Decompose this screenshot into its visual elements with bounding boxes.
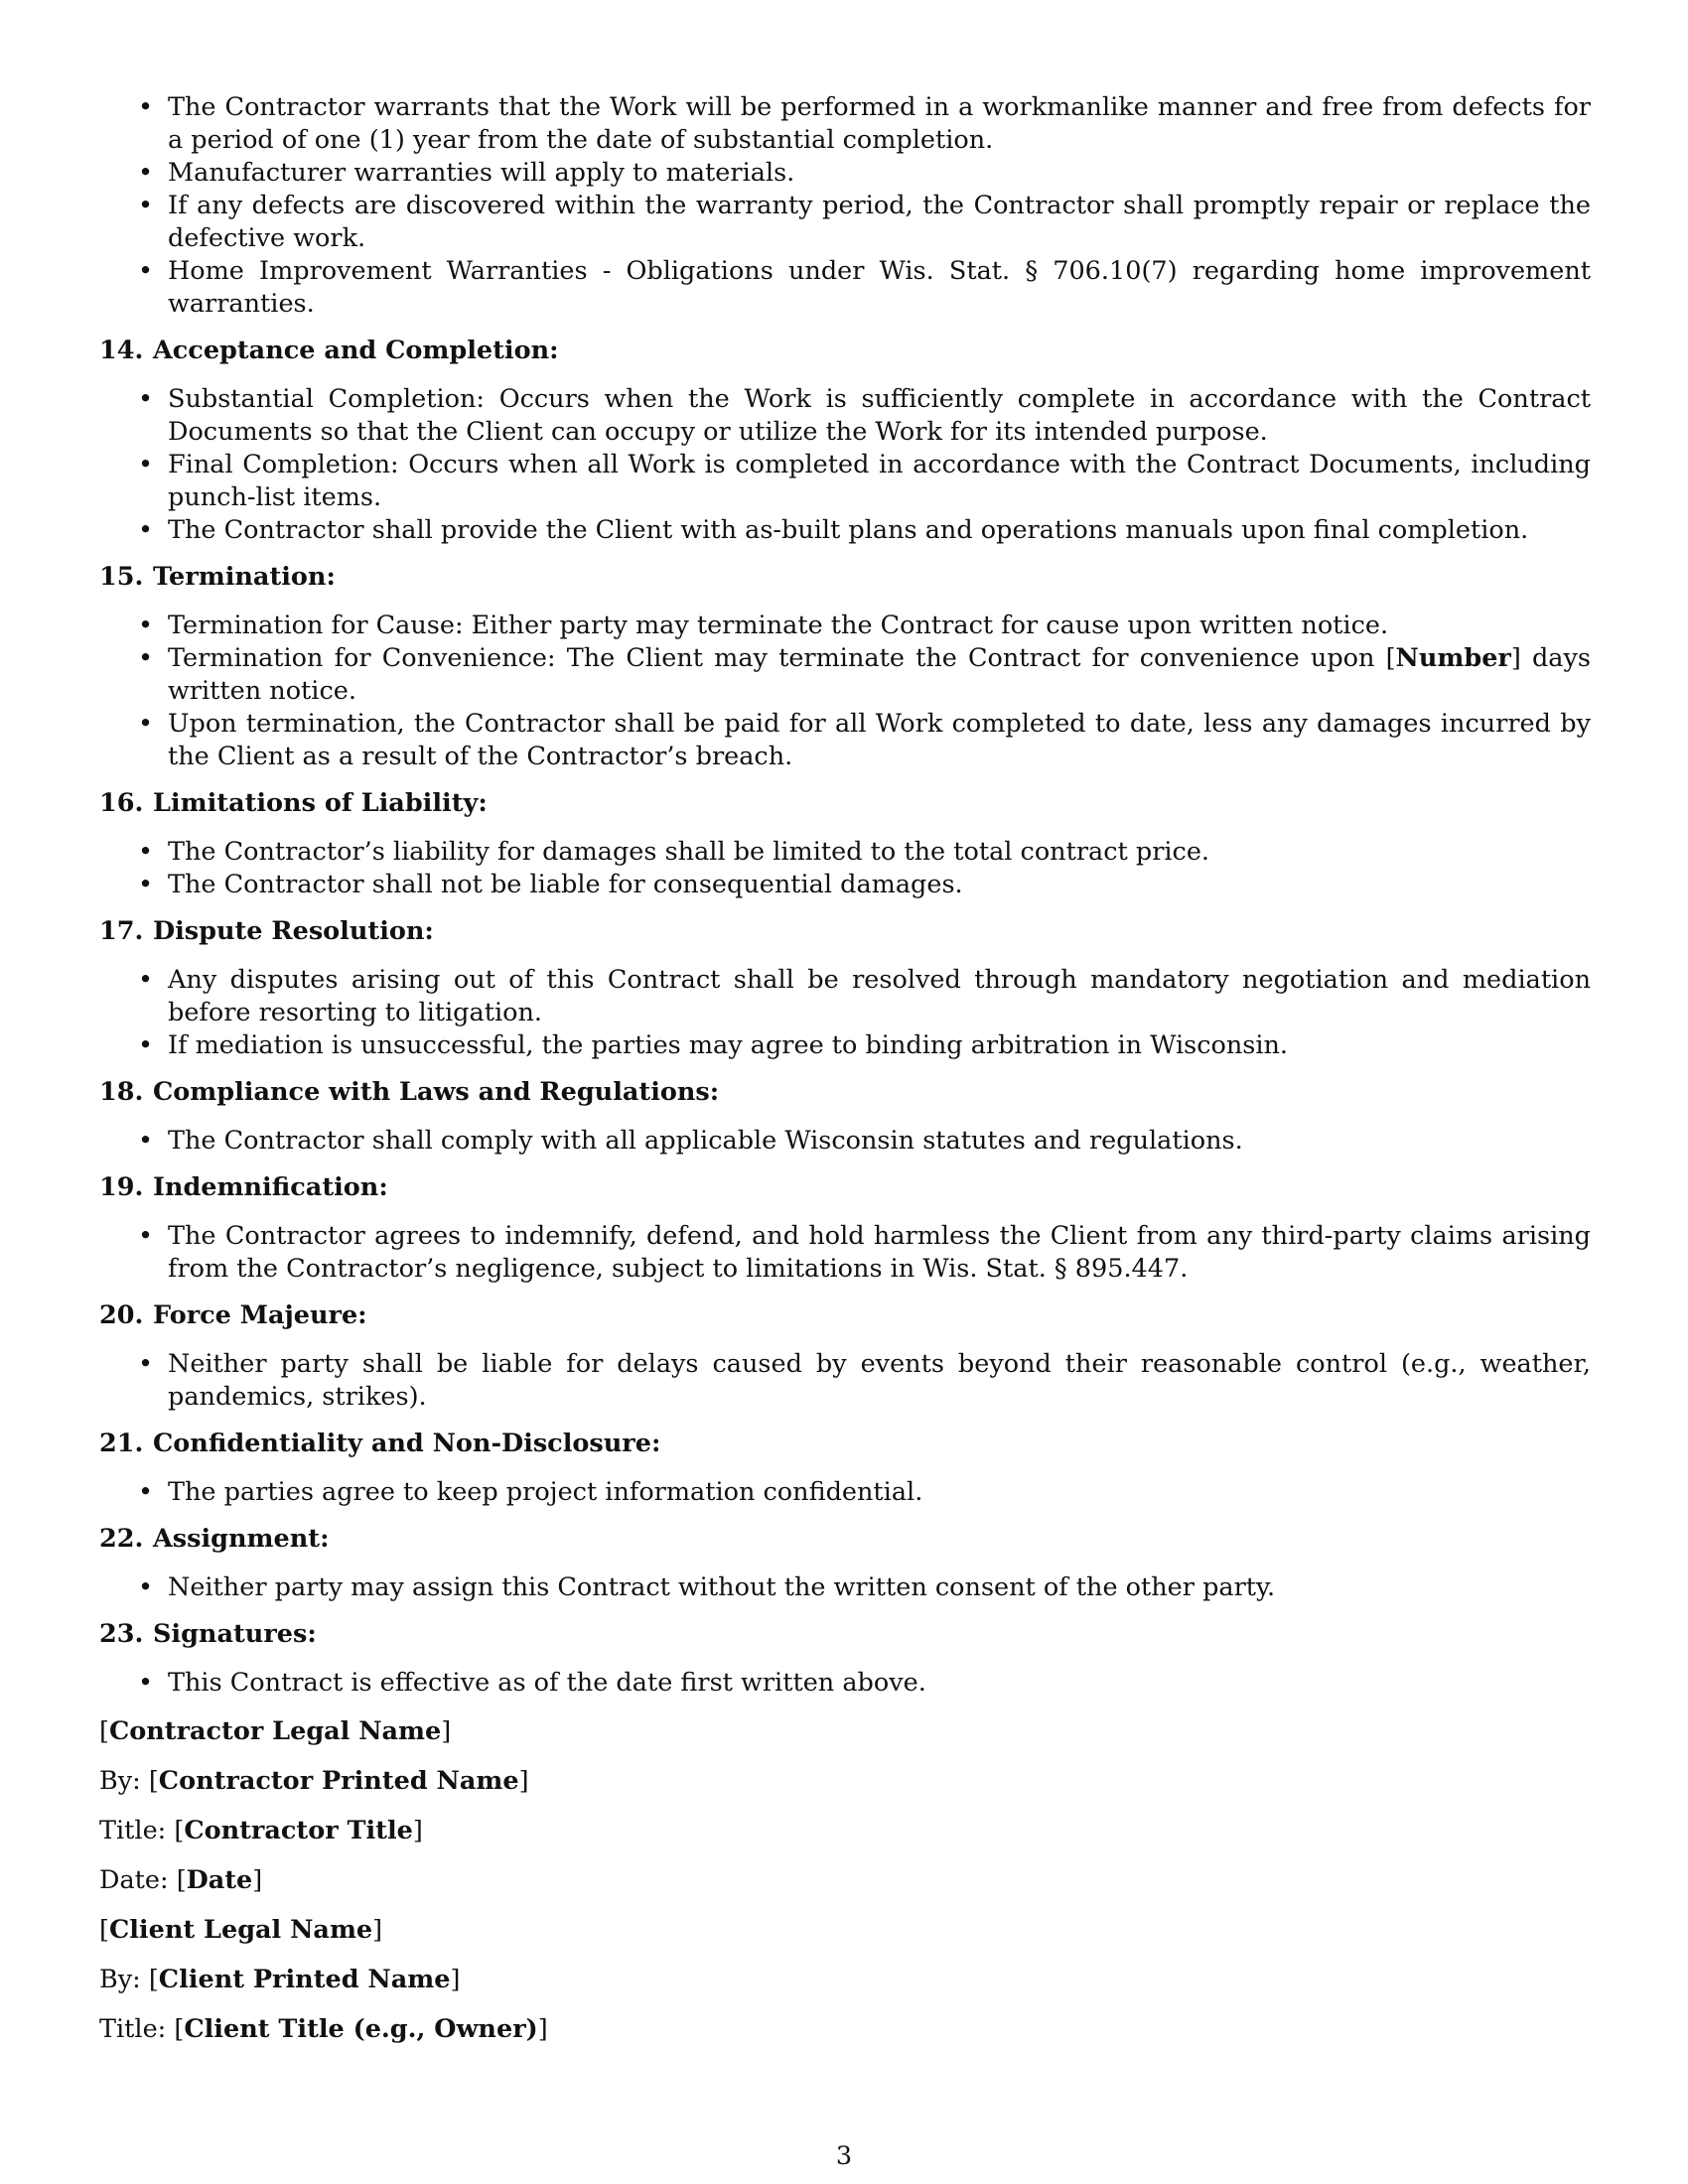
list-item: • The parties agree to keep project information confidential.	[99, 1476, 1591, 1509]
client-printed-name: Client Printed Name	[158, 1965, 451, 1994]
list-item: • This Contract is effective as of the date first written above.	[99, 1667, 1591, 1700]
section-title: Indemnification:	[153, 1172, 388, 1202]
signature-date: Date	[186, 1865, 253, 1895]
section-title: Force Majeure:	[153, 1300, 367, 1330]
section-limitations-liability	[99, 787, 1591, 901]
section-acceptance-completion	[99, 335, 1591, 547]
section-bullets	[99, 964, 1591, 1062]
section-bullets	[99, 1571, 1591, 1604]
client-printed-name-line: By: [Client Printed Name]	[99, 1965, 461, 1994]
section-number: 14.	[99, 336, 144, 365]
section-bullets	[99, 1476, 1591, 1509]
list-item: • The Contractor agrees to indemnify, defend, and hold harmless the Client from any third-party claims arising from the Contractor’s negligence, subject to limitations in Wis. Stat. § 895.447.	[99, 1220, 1591, 1286]
section-force-majeure	[99, 1299, 1591, 1414]
section-bullets	[99, 383, 1591, 547]
section-number: 15.	[99, 562, 144, 592]
list-item-text: ] days written notice.	[168, 643, 1591, 706]
section-termination	[99, 561, 1591, 773]
section-heading	[99, 1076, 1591, 1109]
signature-label: Title:	[99, 1816, 175, 1845]
section-number: 16.	[99, 788, 144, 818]
section-number: 17.	[99, 916, 144, 946]
list-item: • Manufacturer warranties will apply to materials.	[99, 157, 1591, 190]
list-item: • If any defects are discovered within the warranty period, the Contractor shall promptly repair or replace the defective work.	[99, 190, 1591, 255]
section-indemnification	[99, 1171, 1591, 1286]
section-bullets	[99, 836, 1591, 901]
section-heading	[99, 915, 1591, 948]
section-heading	[99, 1428, 1591, 1460]
section-heading	[99, 787, 1591, 820]
list-item: • The Contractor shall not be liable for consequential damages.	[99, 869, 1591, 901]
warranty-bullets	[99, 91, 1591, 321]
section-number: 22.	[99, 1524, 144, 1554]
contractor-printed-name: Contractor Printed Name	[158, 1766, 519, 1796]
section-title: Assignment:	[153, 1524, 330, 1554]
signature-label: By:	[99, 1965, 149, 1994]
list-item: • The Contractor’s liability for damages shall be limited to the total contract price.	[99, 836, 1591, 869]
section-title: Termination:	[153, 562, 336, 592]
contractor-title-line: Title: [Contractor Title]	[99, 1816, 423, 1845]
section-signatures	[99, 1618, 1591, 1700]
section-compliance	[99, 1076, 1591, 1158]
section-bullets	[99, 1220, 1591, 1286]
list-item: • The Contractor shall provide the Client with as-built plans and operations manuals upon final completion.	[99, 514, 1591, 547]
list-item: • Upon termination, the Contractor shall be paid for all Work completed to date, less any damages incurred by the Client as a result of the Contractor’s breach.	[99, 708, 1591, 773]
section-heading	[99, 561, 1591, 594]
section-number: 18.	[99, 1077, 144, 1107]
list-item: • Neither party may assign this Contract without the written consent of the other party.	[99, 1571, 1591, 1604]
section-confidentiality	[99, 1428, 1591, 1509]
section-number: 21.	[99, 1429, 144, 1458]
contractor-printed-name-line: By: [Contractor Printed Name]	[99, 1766, 529, 1796]
section-heading	[99, 1523, 1591, 1556]
signature-block	[99, 1715, 1591, 2046]
list-item: • Substantial Completion: Occurs when the Work is sufficiently complete in accordance with the Contract Documents so that the Client can occupy or utilize the Work for its intended purpose.	[99, 383, 1591, 449]
placeholder-number: Number	[1395, 643, 1511, 673]
section-number: 23.	[99, 1619, 144, 1649]
section-title: Confidentiality and Non-Disclosure:	[153, 1429, 661, 1458]
section-title: Limitations of Liability:	[153, 788, 488, 818]
section-bullets	[99, 1667, 1591, 1700]
section-bullets	[99, 1125, 1591, 1158]
list-item	[99, 642, 1591, 708]
section-heading	[99, 1618, 1591, 1651]
client-title: Client Title (e.g., Owner)	[184, 2014, 538, 2044]
list-item: • Termination for Cause: Either party may terminate the Contract for cause upon written notice.	[99, 610, 1591, 642]
contractor-legal-name-line: [Contractor Legal Name]	[99, 1716, 452, 1746]
section-title: Acceptance and Completion:	[153, 336, 559, 365]
section-title: Dispute Resolution:	[153, 916, 434, 946]
list-item: • Any disputes arising out of this Contract shall be resolved through mandatory negotiation and mediation before resorting to litigation.	[99, 964, 1591, 1029]
list-item: • The Contractor warrants that the Work will be performed in a workmanlike manner and free from defects for a period of one (1) year from the date of substantial completion.	[99, 91, 1591, 157]
contractor-title: Contractor Title	[184, 1816, 413, 1845]
section-heading	[99, 1299, 1591, 1332]
list-item: • If mediation is unsuccessful, the parties may agree to binding arbitration in Wisconsin.	[99, 1029, 1591, 1062]
section-dispute-resolution	[99, 915, 1591, 1062]
client-legal-name: Client Legal Name	[108, 1915, 373, 1945]
document-page	[99, 91, 1591, 2046]
section-heading	[99, 335, 1591, 367]
signature-label: By:	[99, 1766, 149, 1796]
section-heading	[99, 1171, 1591, 1204]
list-item-text: Termination for Convenience: The Client may terminate the Contract for convenience upon [	[168, 643, 1396, 673]
contractor-legal-name: Contractor Legal Name	[108, 1716, 442, 1746]
signature-label: Title:	[99, 2014, 175, 2044]
section-number: 19.	[99, 1172, 144, 1202]
section-assignment	[99, 1523, 1591, 1604]
section-bullets	[99, 610, 1591, 773]
section-title: Signatures:	[153, 1619, 317, 1649]
section-number: 20.	[99, 1300, 144, 1330]
signature-label: Date:	[99, 1865, 177, 1895]
client-legal-name-line: [Client Legal Name]	[99, 1915, 383, 1945]
page-number: 3	[835, 2141, 853, 2171]
section-title: Compliance with Laws and Regulations:	[153, 1077, 720, 1107]
section-bullets	[99, 1348, 1591, 1414]
list-item: • Neither party shall be liable for delays caused by events beyond their reasonable control (e.g., weather, pandemics, strikes).	[99, 1348, 1591, 1414]
date-line: Date: [Date]	[99, 1865, 263, 1895]
list-item: • Final Completion: Occurs when all Work is completed in accordance with the Contract Documents, including punch-list items.	[99, 449, 1591, 514]
list-item: • The Contractor shall comply with all applicable Wisconsin statutes and regulations.	[99, 1125, 1591, 1158]
list-item: • Home Improvement Warranties - Obligations under Wis. Stat. § 706.10(7) regarding home improvement warranties.	[99, 255, 1591, 321]
client-title-line: Title: [Client Title (e.g., Owner)]	[99, 2014, 548, 2044]
